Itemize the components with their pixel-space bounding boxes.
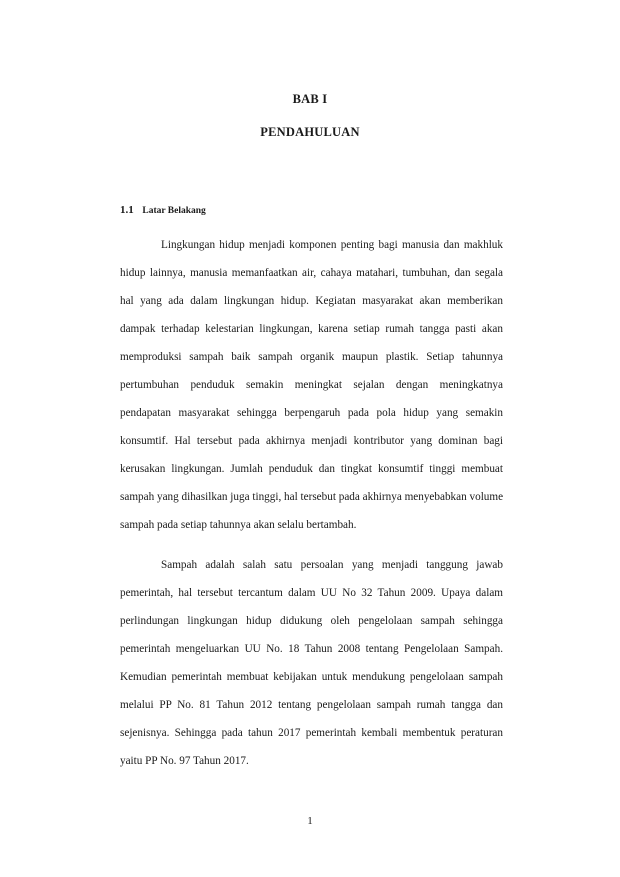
paragraph-line: sampah pada setiap tahunnya akan selalu bertambah. xyxy=(120,519,357,531)
paragraph-line: pemerintah mengeluarkan UU No. 18 Tahun 2008 tentang Pengelolaan Sampah. xyxy=(120,643,503,655)
paragraph-line: melalui PP No. 81 Tahun 2012 tentang pengelolaan sampah rumah tangga dan xyxy=(120,699,503,711)
paragraph-line: Kemudian pemerintah membuat kebijakan untuk mendukung pengelolaan sampah xyxy=(120,671,503,683)
paragraph-line: perlindungan lingkungan hidup didukung oleh pengelolaan sampah sehingga xyxy=(120,615,503,627)
paragraph-line: pertumbuhan penduduk semakin meningkat sejalan dengan meningkatnya xyxy=(120,379,503,391)
paragraph-line: yaitu PP No. 97 Tahun 2017. xyxy=(120,755,249,767)
paragraph-line: hidup lainnya, manusia memanfaatkan air, cahaya matahari, tumbuhan, dan segala xyxy=(120,267,503,279)
paragraph-line: sejenisnya. Sehingga pada tahun 2017 pemerintah kembali membentuk peraturan xyxy=(120,727,503,739)
section-heading xyxy=(120,204,206,216)
page-number: 1 xyxy=(307,815,313,827)
paragraph-line: kerusakan lingkungan. Jumlah penduduk dan tingkat konsumtif tinggi membuat xyxy=(120,463,503,475)
section-number: 1.1 xyxy=(120,204,134,216)
paragraph-line: pemerintah, hal tersebut tercantum dalam UU No 32 Tahun 2009. Upaya dalam xyxy=(120,587,503,599)
section-title: Latar Belakang xyxy=(142,206,206,216)
paragraph-line: hal yang ada dalam lingkungan hidup. Kegiatan masyarakat akan memberikan xyxy=(120,295,503,307)
chapter-title: PENDAHULUAN xyxy=(260,125,360,139)
paragraph-line: dampak terhadap kelestarian lingkungan, karena setiap rumah tangga pasti akan xyxy=(120,323,503,335)
paragraph-line: pendapatan masyarakat sehingga berpengaruh pada pola hidup yang semakin xyxy=(120,407,503,419)
paragraph-line: konsumtif. Hal tersebut pada akhirnya menjadi kontributor yang dominan bagi xyxy=(120,435,503,447)
paragraph-line: sampah yang dihasilkan juga tinggi, hal tersebut pada akhirnya menyebabkan volume xyxy=(120,491,503,503)
paragraph-line: Sampah adalah salah satu persoalan yang menjadi tanggung jawab xyxy=(161,559,503,571)
paragraph-line: memproduksi sampah baik sampah organik maupun plastik. Setiap tahunnya xyxy=(120,351,503,363)
chapter-number: BAB I xyxy=(292,92,328,106)
paragraph-line: Lingkungan hidup menjadi komponen penting bagi manusia dan makhluk xyxy=(161,239,503,251)
